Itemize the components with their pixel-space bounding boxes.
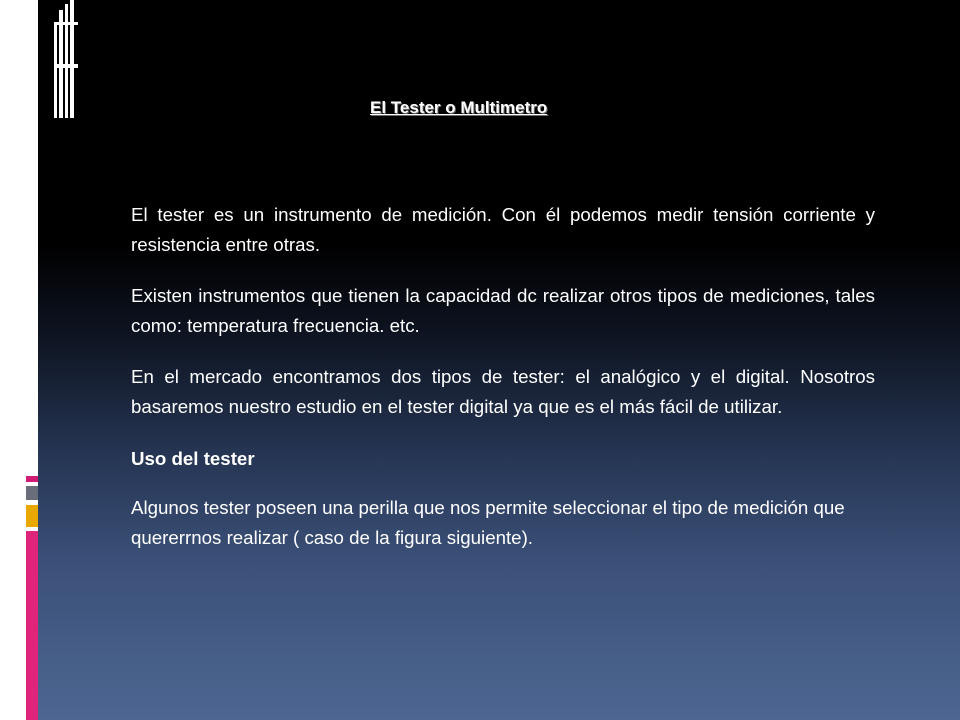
decorative-stripe-pink xyxy=(26,531,38,720)
paragraph-usage: Algunos tester poseen una perilla que nos permite seleccionar el tipo de medición que quererrnos realizar ( caso de la figura siguiente). xyxy=(131,497,845,548)
paragraph-instruments: Existen instrumentos que tienen la capacidad dc realizar otros tipos de mediciones, tales como: temperatura frecuencia. etc. xyxy=(131,285,875,336)
slide-content xyxy=(131,200,875,574)
decorative-stripe-yellow xyxy=(26,505,38,527)
paragraph-intro: El tester es un instrumento de medición. Con él podemos medir tensión corriente y resistencia entre otras. xyxy=(131,204,875,255)
section-heading: Uso del tester xyxy=(131,447,255,469)
slide-title: El Tester o Multimetro xyxy=(370,98,548,117)
decorative-stripe-red xyxy=(26,476,38,482)
decorative-stripe-gray xyxy=(26,486,38,500)
paragraph-market: En el mercado encontramos dos tipos de tester: el analógico y el digital. Nosotros basaremos nuestro estudio en el tester digital ya que es el más fácil de utilizar. xyxy=(131,366,875,417)
decorative-window-icon xyxy=(54,0,78,120)
